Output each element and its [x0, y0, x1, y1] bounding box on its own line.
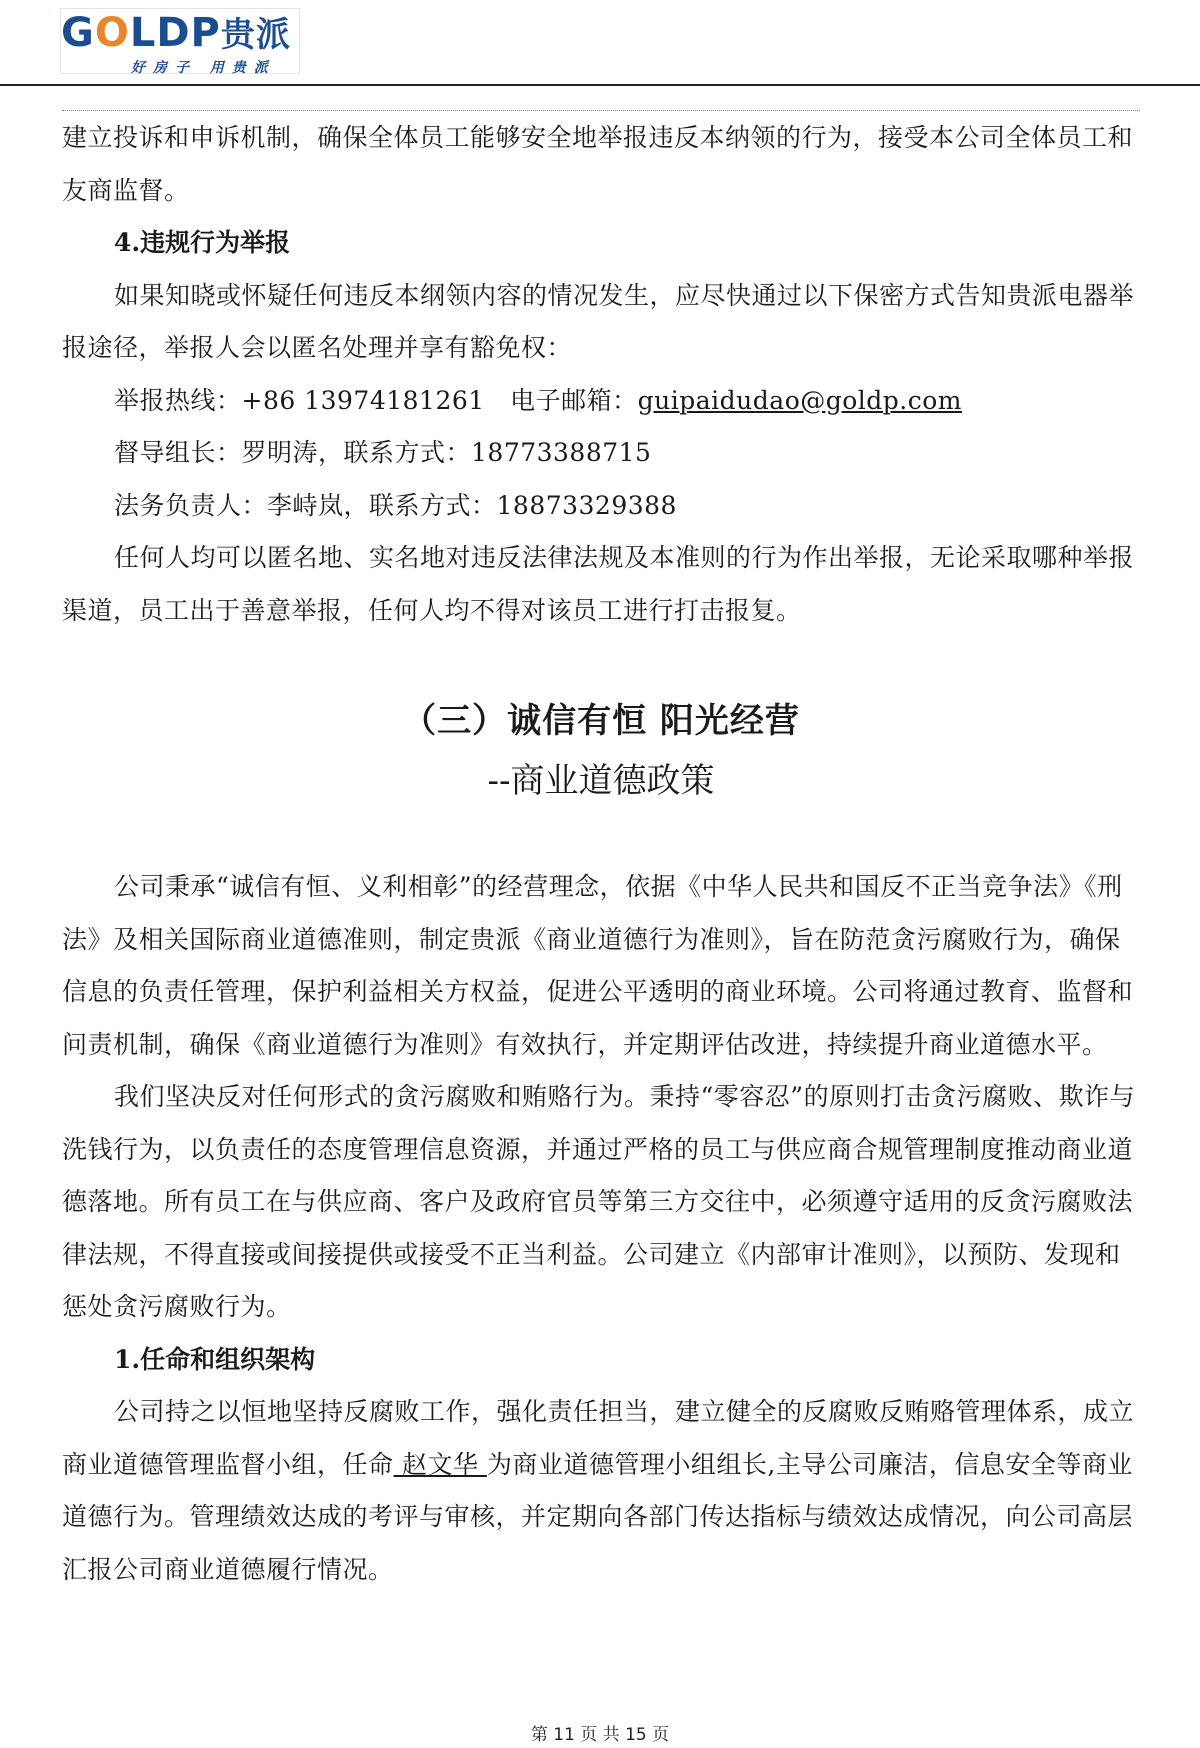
heading-violation-report: 4.违规行为举报 — [114, 228, 291, 257]
supervisor-contact: 督导组长：罗明涛，联系方式：18773388715 — [114, 438, 652, 467]
appointed-name: 赵文华 — [393, 1449, 487, 1479]
section-title: （三）诚信有恒 阳光经营 — [402, 701, 800, 741]
goldp-logo — [60, 8, 300, 74]
spacer — [62, 637, 1140, 691]
paragraph-report-intro: 如果知晓或怀疑任何违反本纲领内容的情况发生，应尽快通过以下保密方式告知贵派电器举报途径，举报人会以匿名处理并享有豁免权： — [62, 280, 1135, 362]
page-footer: 第 11 页 共 15 页 — [530, 1725, 670, 1745]
logo-wordmark: GOLDP贵派 — [61, 10, 291, 56]
paragraph-organization: 公司持之以恒地坚持反腐败工作，强化责任担当，建立健全的反腐败反贿赂管理体系，成立商业道德管理监督小组，任命 赵文华 为商业道德管理小组组长,主导公司廉洁，信息安全等商业道德行为。管理绩效达成的考评与审核，并定期向各部门传达指标与绩效达成情况，向公司高层汇报公司商业道德履行情况。 — [62, 1397, 1135, 1584]
paragraph-business-ethics-policy: 公司秉承“诚信有恒、义利相彰”的经营理念，依据《中华人民共和国反不正当竞争法》《刑法》及相关国际商业道德准则，制定贵派《商业道德行为准则》，旨在防范贪污腐败行为，确保信息的负责任管理，保护利益相关方权益，促进公平透明的商业环境。公司将通过教育、监督和问责机制，确保《商业道德行为准则》有效执行，并定期评估改进，持续提升商业道德水平。 — [62, 872, 1134, 1059]
hotline-line — [62, 375, 1140, 428]
heading-organization: 1.任命和组织架构 — [114, 1344, 316, 1374]
legal-contact: 法务负责人：李峙岚，联系方式：18873329388 — [114, 490, 677, 520]
spacer — [62, 811, 1140, 861]
dotted-divider — [62, 110, 1140, 111]
paragraph-anonymous-report: 任何人均可以匿名地、实名地对违反法律法规及本准则的行为作出举报，无论采取哪种举报渠道，员工出于善意举报，任何人均不得对该员工进行打击报复。 — [62, 543, 1135, 625]
document-body — [62, 112, 1140, 1596]
logo-tagline: 好房子 用贵派 — [131, 60, 276, 76]
page-header — [0, 0, 1200, 86]
paragraph-complaint-mechanism: 建立投诉和申诉机制，确保全体员工能够安全地举报违反本纳领的行为，接受本公司全体员工和友商监督。 — [62, 123, 1134, 205]
email-link[interactable]: guipaidudao@goldp.com — [637, 385, 963, 415]
hotline-label: 举报热线：+86 13974181261 电子邮箱： — [114, 385, 638, 415]
paragraph-anti-corruption: 我们坚决反对任何形式的贪污腐败和贿赂行为。秉持“零容忍”的原则打击贪污腐败、欺诈与洗钱行为，以负责任的态度管理信息资源，并通过严格的员工与供应商合规管理制度推动商业道德落地。所有员工在与供应商、客户及政府官员等第三方交往中，必须遵守适用的反贪污腐败法律法规，不得直接或间接提供或接受不正当利益。公司建立《内部审计准则》，以预防、发现和惩处贪污腐败行为。 — [62, 1082, 1136, 1321]
section-subtitle: --商业道德政策 — [487, 761, 715, 801]
